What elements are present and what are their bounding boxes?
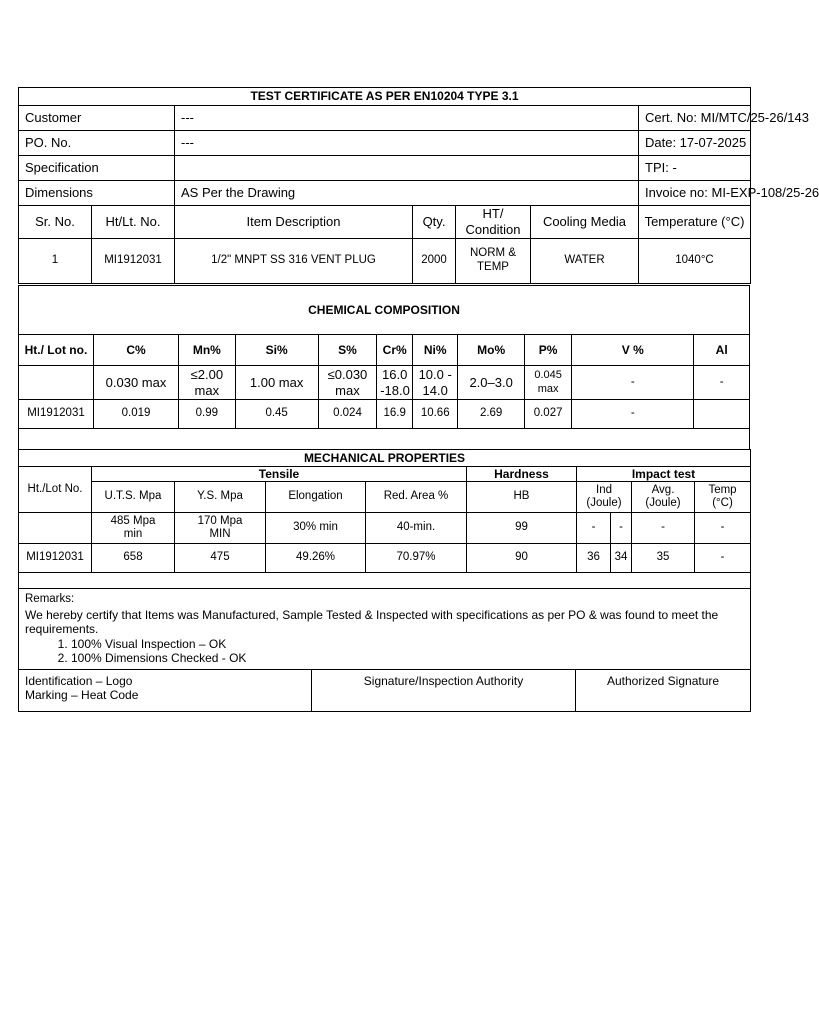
hardness-group-header: Hardness <box>467 467 577 482</box>
specification-value <box>175 156 639 181</box>
cert-no: Cert. No: MI/MTC/25-26/143 <box>639 106 751 131</box>
table-cell: - <box>695 513 751 544</box>
column-header: Ht/Lt. No. <box>92 206 175 239</box>
table-cell: WATER <box>531 239 639 284</box>
column-header: P% <box>525 335 572 366</box>
tpi: TPI: - <box>639 156 751 181</box>
column-header: Avg. (Joule) <box>632 482 695 513</box>
header-table <box>18 87 819 284</box>
signature-authority: Signature/Inspection Authority <box>312 670 576 712</box>
table-cell: 0.019 <box>93 400 178 429</box>
identification-cell <box>19 670 312 712</box>
table-cell: 16.9 <box>377 400 413 429</box>
table-cell: 1.00 max <box>235 366 318 400</box>
column-header: Qty. <box>413 206 456 239</box>
table-cell: - <box>632 513 695 544</box>
chemical-spec-row <box>19 366 750 400</box>
remarks-table <box>18 588 751 712</box>
mechanical-properties-table <box>18 449 751 589</box>
table-cell: 70.97% <box>366 544 467 573</box>
table-cell: 10.0 - 14.0 <box>413 366 458 400</box>
tensile-group-header: Tensile <box>92 467 467 482</box>
table-cell: - <box>577 513 611 544</box>
column-header: V % <box>572 335 694 366</box>
table-cell: 30% min <box>266 513 366 544</box>
mechanical-spec-row <box>19 513 751 544</box>
chemical-section-title: CHEMICAL COMPOSITION <box>19 286 750 335</box>
column-header: Ind (Joule) <box>577 482 632 513</box>
mechanical-group-row <box>19 467 751 482</box>
column-header: Al <box>694 335 750 366</box>
list-item: 2. 100% Dimensions Checked - OK <box>71 651 747 665</box>
column-header: Ni% <box>413 335 458 366</box>
table-cell: - <box>611 513 632 544</box>
table-cell: 475 <box>175 544 266 573</box>
column-header: U.T.S. Mpa <box>92 482 175 513</box>
mechanical-actual-row <box>19 544 751 573</box>
column-header: HT/ Condition <box>456 206 531 239</box>
table-cell: MI1912031 <box>19 544 92 573</box>
date: Date: 17-07-2025 <box>639 131 751 156</box>
column-header: Elongation <box>266 482 366 513</box>
chemical-header-row <box>19 335 750 366</box>
table-cell: 2.0–3.0 <box>458 366 525 400</box>
table-cell: 34 <box>611 544 632 573</box>
footer-row <box>19 670 751 712</box>
column-header: C% <box>93 335 178 366</box>
column-header: Si% <box>235 335 318 366</box>
table-cell: 1040°C <box>639 239 751 284</box>
invoice-no: Invoice no: MI-EXP-108/25-26 <box>639 181 751 206</box>
header-row <box>19 131 751 156</box>
table-cell: - <box>694 366 750 400</box>
table-cell: 0.030 max <box>93 366 178 400</box>
table-cell: 35 <box>632 544 695 573</box>
table-cell: ≤2.00 max <box>179 366 235 400</box>
dimensions-label: Dimensions <box>19 181 175 206</box>
table-cell: 0.024 <box>318 400 377 429</box>
table-cell: 0.45 <box>235 400 318 429</box>
column-header: HB <box>467 482 577 513</box>
column-header: Cooling Media <box>531 206 639 239</box>
table-cell: 1 <box>19 239 92 284</box>
customer-label: Customer <box>19 106 175 131</box>
column-header: S% <box>318 335 377 366</box>
table-cell: 485 Mpa min <box>92 513 175 544</box>
table-cell: MI1912031 <box>19 400 94 429</box>
column-header: Temp (°C) <box>695 482 751 513</box>
lot-no-header: Ht./Lot No. <box>19 467 92 513</box>
identification-text: Identification – Logo <box>25 674 133 688</box>
po-value: --- <box>175 131 639 156</box>
chemical-composition-table <box>18 285 750 450</box>
table-cell <box>19 366 94 400</box>
table-row <box>19 239 751 284</box>
specification-label: Specification <box>19 156 175 181</box>
table-cell: NORM & TEMP <box>456 239 531 284</box>
customer-value: --- <box>175 106 639 131</box>
certificate-title: TEST CERTIFICATE AS PER EN10204 TYPE 3.1 <box>19 88 751 106</box>
mechanical-header-row <box>19 482 751 513</box>
remarks-text: We hereby certify that Items was Manufactured, Sample Tested & Inspected with specifications as per PO & was found to meet the requirements. <box>25 607 719 637</box>
table-cell: 0.99 <box>179 400 235 429</box>
marking-text: Marking – Heat Code <box>25 688 139 703</box>
column-header: Y.S. Mpa <box>175 482 266 513</box>
column-header: Item Description <box>175 206 413 239</box>
table-cell <box>19 513 92 544</box>
table-cell: 0.045 max <box>525 366 572 400</box>
impact-group-header: Impact test <box>577 467 751 482</box>
table-cell: 2000 <box>413 239 456 284</box>
table-cell: 10.66 <box>413 400 458 429</box>
column-header: Ht./ Lot no. <box>19 335 94 366</box>
column-header: Red. Area % <box>366 482 467 513</box>
chemical-actual-row <box>19 400 750 429</box>
spacer-row <box>19 573 751 589</box>
table-cell: 90 <box>467 544 577 573</box>
po-label: PO. No. <box>19 131 175 156</box>
list-item: 1. 100% Visual Inspection – OK <box>71 637 747 651</box>
header-row <box>19 181 751 206</box>
authorized-signature: Authorized Signature <box>576 670 751 712</box>
table-cell: 36 <box>577 544 611 573</box>
column-header: Temperature (°C) <box>639 206 751 239</box>
column-header: Sr. No. <box>19 206 92 239</box>
table-cell: 0.027 <box>525 400 572 429</box>
remarks-cell <box>19 589 751 670</box>
table-cell: 40-min. <box>366 513 467 544</box>
mechanical-section-title: MECHANICAL PROPERTIES <box>19 450 751 467</box>
table-cell: 2.69 <box>458 400 525 429</box>
items-header-row <box>19 206 751 239</box>
table-cell: MI1912031 <box>92 239 175 284</box>
remarks-list <box>25 637 747 666</box>
table-cell <box>694 400 750 429</box>
table-cell: 658 <box>92 544 175 573</box>
remarks-label: Remarks: <box>25 593 75 605</box>
column-header: Cr% <box>377 335 413 366</box>
spacer-row <box>19 429 750 450</box>
column-header: Mo% <box>458 335 525 366</box>
header-row <box>19 106 751 131</box>
table-cell: 170 Mpa MIN <box>175 513 266 544</box>
table-cell: - <box>572 400 694 429</box>
table-cell: - <box>572 366 694 400</box>
table-cell: ≤0.030 max <box>318 366 377 400</box>
table-cell: 16.0 -18.0 <box>377 366 413 400</box>
dimensions-value: AS Per the Drawing <box>175 181 639 206</box>
column-header: Mn% <box>179 335 235 366</box>
table-cell: 99 <box>467 513 577 544</box>
header-row <box>19 156 751 181</box>
table-cell: 1/2" MNPT SS 316 VENT PLUG <box>175 239 413 284</box>
table-cell: - <box>695 544 751 573</box>
table-cell: 49.26% <box>266 544 366 573</box>
